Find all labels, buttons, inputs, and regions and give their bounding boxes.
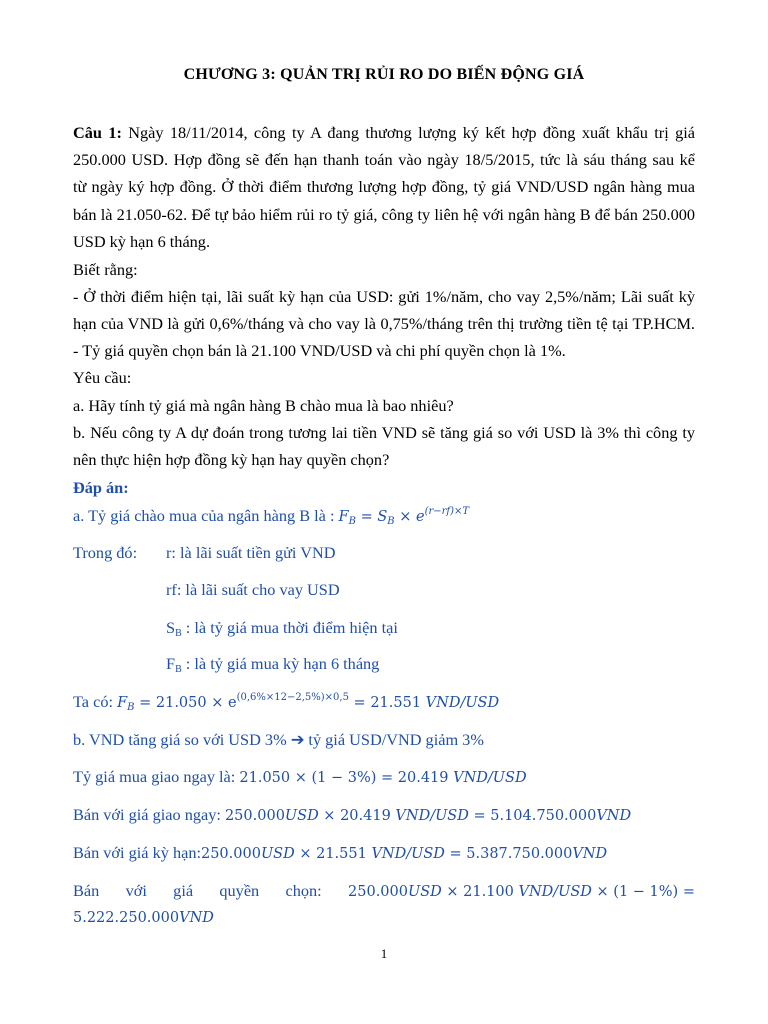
answer-heading: Đáp án: bbox=[73, 478, 129, 497]
question-label: Câu 1: bbox=[73, 123, 122, 142]
page-number: 1 bbox=[380, 946, 388, 961]
given-heading: Biết rằng: bbox=[73, 260, 138, 279]
ta-co-calculation: Ta có: $F_B = 21.050 \times e^{(0,6\%\times 12-2,5\%)\times 0,5} = 21.551$ VND/USD bbox=[73, 692, 500, 713]
given-line-3: - Tỷ giá quyền chọn bán là 21.100 VND/USD và chi phí quyền chọn là 1%. bbox=[73, 341, 566, 360]
right-arrow-icon: ➔ bbox=[290, 730, 305, 749]
spot-rate-line: Tỷ giá mua giao ngay là: 21.050 × (1 − 3%) = 20.419 VND/USD bbox=[73, 767, 527, 786]
question-line-5: USD kỳ hạn 6 tháng. bbox=[73, 232, 211, 251]
question-line-4: bán là 21.050-62. Để tự bảo hiểm rủi ro tỷ giá, công ty liên hệ với ngân hàng B để bán 250.000 bbox=[73, 205, 695, 224]
sell-forward-line: Bán với giá kỳ hạn:250.000USD × 21.551 VND/USD = 5.387.750.000VND bbox=[73, 843, 608, 862]
sell-option-result: 5.222.250.000VND bbox=[73, 910, 214, 926]
question-line-2: 250.000 USD. Hợp đồng sẽ đến hạn thanh toán vào ngày 18/5/2015, tức là sáu tháng sau kể bbox=[73, 150, 695, 169]
sell-option-line: Bán với giá quyền chọn: 250.000USD × 21.100 VND/USD × (1 − 1%) = bbox=[73, 881, 695, 900]
requirement-a: a. Hãy tính tỷ giá mà ngân hàng B chào mua là bao nhiêu? bbox=[73, 396, 454, 415]
question-line-1: Câu 1: Ngày 18/11/2014, công ty A đang thương lượng ký kết hợp đồng xuất khẩu trị giá bbox=[73, 123, 695, 142]
chapter-title: CHƯƠNG 3: QUẢN TRỊ RỦI RO DO BIẾN ĐỘNG GIÁ bbox=[183, 66, 585, 83]
question-line-3: từ ngày ký hợp đồng. Ở thời điểm thương lượng hợp đồng, tỷ giá VND/USD ngân hàng mua bbox=[73, 177, 695, 196]
where-label: Trong đó: bbox=[73, 543, 138, 562]
where-fb: $F_B$ : là tỷ giá mua kỳ hạn 6 tháng bbox=[166, 654, 380, 675]
where-sb: $S_B$ : là tỷ giá mua thời điểm hiện tại bbox=[166, 618, 398, 639]
given-line-1: - Ở thời điểm hiện tại, lãi suất kỳ hạn của USD: gửi 1%/năm, cho vay 2,5%/năm; Lãi suất kỳ bbox=[73, 287, 695, 306]
where-r: r: là lãi suất tiền gửi VND bbox=[166, 543, 336, 562]
requirements-heading: Yêu cầu: bbox=[73, 368, 132, 387]
answer-a-formula: a. Tỷ giá chào mua của ngân hàng B là : $F_B = S_B \times e^{(r-rf)\times T}$ bbox=[73, 506, 470, 527]
given-line-2: hạn của VND là gửi 0,6%/tháng và cho vay là 0,75%/tháng trên thị trường tiền tệ tại TP.HCM. bbox=[73, 314, 695, 333]
sell-spot-line: Bán với giá giao ngay: 250.000USD × 20.419 VND/USD = 5.104.750.000VND bbox=[73, 805, 632, 824]
requirement-b-line-2: nên thực hiện hợp đồng kỳ hạn hay quyền chọn? bbox=[73, 450, 390, 469]
requirement-b-line-1: b. Nếu công ty A dự đoán trong tương lai tiền VND sẽ tăng giá so với USD là 3% thì công ty bbox=[73, 423, 695, 442]
where-rf: rf: là lãi suất cho vay USD bbox=[166, 580, 340, 599]
sell-option-formula: 250.000USD × 21.100 VND/USD × (1 − 1%) = bbox=[348, 884, 695, 900]
answer-b-line: b. VND tăng giá so với USD 3% ➔ tỷ giá USD/VND giảm 3% bbox=[73, 730, 484, 749]
